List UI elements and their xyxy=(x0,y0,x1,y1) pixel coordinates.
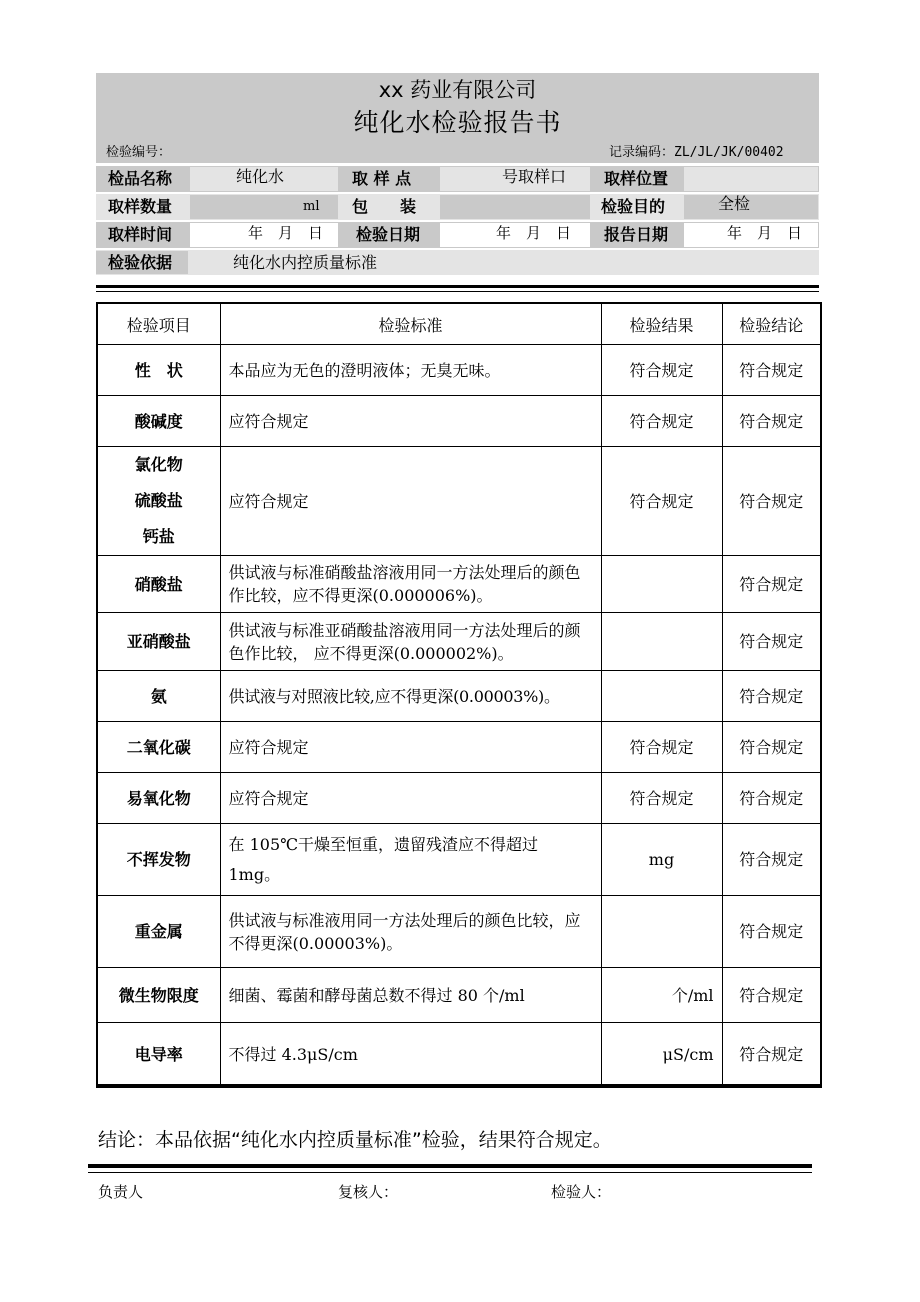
table-row xyxy=(97,396,821,447)
purpose-label: 检验目的 xyxy=(601,197,666,216)
item-result xyxy=(601,613,722,671)
item-name-line: 钙盐 xyxy=(142,527,175,546)
item-name: 二氧化碳 xyxy=(97,722,220,773)
item-name: 酸碱度 xyxy=(97,396,220,447)
basis-value: 纯化水内控质量标准 xyxy=(233,253,378,272)
product-name-label: 检品名称 xyxy=(108,169,173,188)
table-row xyxy=(97,722,821,773)
item-name: 亚硝酸盐 xyxy=(97,613,220,671)
item-result: 符合规定 xyxy=(601,447,722,556)
item-standard: 应符合规定 xyxy=(220,396,601,447)
item-name xyxy=(97,447,220,556)
item-result: 符合规定 xyxy=(601,396,722,447)
table-bottom-rule xyxy=(96,1084,820,1086)
table-header-row xyxy=(97,303,821,345)
package-cell xyxy=(440,195,590,219)
item-name: 微生物限度 xyxy=(97,968,220,1023)
test-date-value: 年 月 日 xyxy=(496,224,572,242)
item-name: 电导率 xyxy=(97,1023,220,1087)
table-row xyxy=(97,345,821,396)
table-row xyxy=(97,968,821,1023)
record-code: 记录编码：ZL/JL/JK/00402 xyxy=(609,145,784,160)
footer-rule-thick xyxy=(88,1164,812,1168)
item-standard: 供试液与标准液用同一方法处理后的颜色比较，应不得更深(0.00003%)。 xyxy=(220,896,601,968)
item-standard: 本品应为无色的澄明液体；无臭无味。 xyxy=(220,345,601,396)
table-row xyxy=(97,896,821,968)
info-row-4 xyxy=(96,250,819,275)
conclusion-result: 符合规定 xyxy=(516,1129,593,1151)
item-name: 重金属 xyxy=(97,896,220,968)
inspection-table xyxy=(96,302,822,1088)
item-standard: 应符合规定 xyxy=(220,447,601,556)
table-row xyxy=(97,556,821,613)
sample-time-value: 年 月 日 xyxy=(248,224,324,242)
sample-location-cell xyxy=(684,167,818,191)
item-name-line: 硫酸盐 xyxy=(134,491,183,510)
item-conclusion: 符合规定 xyxy=(722,896,821,968)
package-label: 包 装 xyxy=(352,197,417,216)
table-row xyxy=(97,824,821,896)
item-standard: 供试液与标准亚硝酸盐溶液用同一方法处理后的颜色作比较， 应不得更深(0.000002%)。 xyxy=(220,613,601,671)
item-standard: 在 105℃干燥至恒重，遗留残渣应不得超过 1mg。 xyxy=(220,824,601,896)
item-standard: 细菌、霉菌和酵母菌总数不得过 80 个/ml xyxy=(220,968,601,1023)
item-name: 不挥发物 xyxy=(97,824,220,896)
item-conclusion: 符合规定 xyxy=(722,773,821,824)
purpose-cell xyxy=(684,195,818,219)
item-result: 个/ml xyxy=(601,968,722,1023)
table-row xyxy=(97,671,821,722)
basis-label: 检验依据 xyxy=(108,253,173,272)
conclusion-line xyxy=(98,1126,612,1154)
sample-location-label: 取样位置 xyxy=(604,169,669,188)
item-result: 符合规定 xyxy=(601,773,722,824)
sample-number-label: 检验编号： xyxy=(106,145,172,160)
item-conclusion: 符合规定 xyxy=(722,968,821,1023)
header-standard: 检验标准 xyxy=(220,303,601,345)
item-conclusion: 符合规定 xyxy=(722,396,821,447)
inspector-label: 检验人： xyxy=(551,1183,612,1201)
table-row xyxy=(97,447,821,556)
sample-point-label: 取 样 点 xyxy=(352,169,412,188)
item-result: 符合规定 xyxy=(601,345,722,396)
purpose-value: 全检 xyxy=(718,194,751,213)
item-result xyxy=(601,556,722,613)
header-conclusion: 检验结论 xyxy=(722,303,821,345)
responsible-label: 负责人 xyxy=(98,1183,144,1201)
item-result: 符合规定 xyxy=(601,722,722,773)
sample-point-value: 号取样口 xyxy=(502,167,567,186)
sample-qty-label: 取样数量 xyxy=(108,197,173,216)
item-conclusion: 符合规定 xyxy=(722,345,821,396)
report-date-label: 报告日期 xyxy=(604,225,669,244)
item-name-line: 氯化物 xyxy=(134,455,183,474)
reviewer-label: 复核人： xyxy=(338,1183,399,1201)
product-name-value: 纯化水 xyxy=(236,167,285,186)
test-date-label: 检验日期 xyxy=(356,225,421,244)
report-title: 纯化水检验报告书 xyxy=(353,108,562,137)
item-conclusion: 符合规定 xyxy=(722,447,821,556)
sample-time-label: 取样时间 xyxy=(108,225,173,244)
conclusion-end: 。 xyxy=(592,1129,612,1151)
item-result: μS/cm xyxy=(601,1023,722,1087)
item-conclusion: 符合规定 xyxy=(722,1023,821,1087)
header-item: 检验项目 xyxy=(97,303,220,345)
item-name: 易氧化物 xyxy=(97,773,220,824)
item-standard: 供试液与对照液比较,应不得更深(0.00003%)。 xyxy=(220,671,601,722)
item-name: 氨 xyxy=(97,671,220,722)
table-row xyxy=(97,613,821,671)
divider-thin xyxy=(96,291,819,292)
footer-rule-thin xyxy=(88,1172,812,1173)
item-standard: 应符合规定 xyxy=(220,773,601,824)
item-name: 性 状 xyxy=(97,345,220,396)
item-conclusion: 符合规定 xyxy=(722,613,821,671)
sample-qty-unit: ml xyxy=(303,199,320,214)
item-conclusion: 符合规定 xyxy=(722,671,821,722)
report-date-value: 年 月 日 xyxy=(727,224,803,242)
item-standard: 应符合规定 xyxy=(220,722,601,773)
header-result: 检验结果 xyxy=(601,303,722,345)
item-conclusion: 符合规定 xyxy=(722,556,821,613)
item-conclusion: 符合规定 xyxy=(722,722,821,773)
divider-thick xyxy=(96,285,819,288)
company-name: xx 药业有限公司 xyxy=(378,78,537,102)
item-result: mg xyxy=(601,824,722,896)
item-result xyxy=(601,896,722,968)
item-result xyxy=(601,671,722,722)
conclusion-text: 结论：本品依据“纯化水内控质量标准”检验，结果 xyxy=(98,1129,517,1151)
item-name: 硝酸盐 xyxy=(97,556,220,613)
item-standard: 不得过 4.3μS/cm xyxy=(220,1023,601,1087)
table-row xyxy=(97,773,821,824)
table-row xyxy=(97,1023,821,1087)
item-conclusion: 符合规定 xyxy=(722,824,821,896)
item-standard: 供试液与标准硝酸盐溶液用同一方法处理后的颜色作比较，应不得更深(0.000006%)。 xyxy=(220,556,601,613)
